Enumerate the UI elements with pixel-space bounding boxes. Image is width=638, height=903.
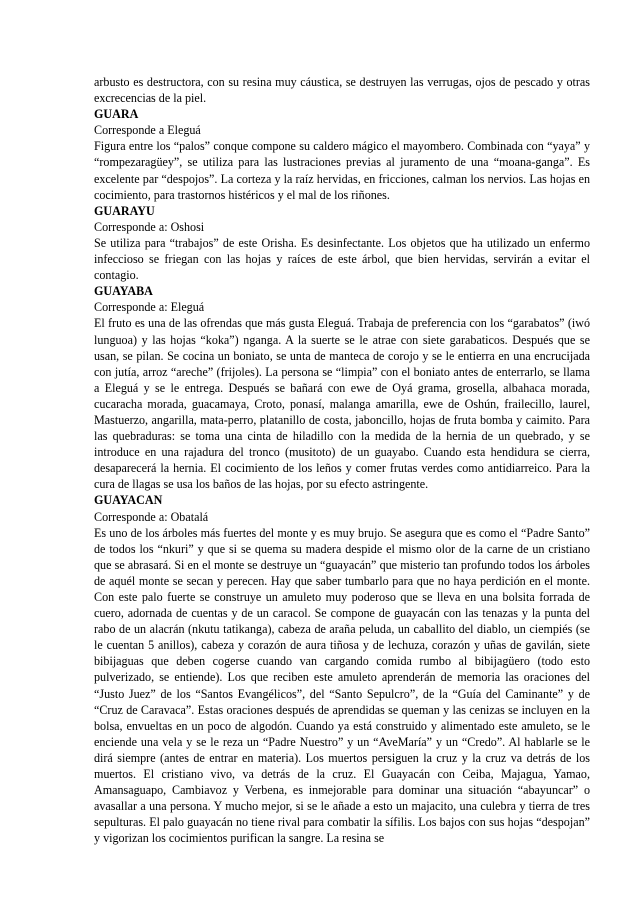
entry-term-guarayu: GUARAYU — [94, 203, 155, 218]
entry-corresponds-guayacan: Corresponde a: Obatalá — [94, 509, 209, 524]
entry-body-guara: Figura entre los “palos” conque compone su caldero mágico el mayombero. Combinada con “yaya” y “rompezaragüey”, se utiliza para las lustraciones previas al juramento de una “moana-ganga”. Es excelente par “despojos”. La corteza y la raíz hervidas, en fricciones, calman los nervios. Las hojas en cocimiento, para trastornos histéricos y el mal de los riñones. — [94, 139, 590, 202]
entry-body-guayacan: Es uno de los árboles más fuertes del monte y es muy brujo. Se asegura que es como el “Padre Santo” de todos los “nkuri” y que si se quema su madera despide el mismo olor de la carne de un cristiano que se abrasará. Si en el monte se destruye un “guayacán” que misterio tan profundo todos los árboles de aquél monte se secan y perecen. Hay que saber tumbarlo para que no haya perdición en el monte. Con este palo fuerte se construye un amuleto muy poderoso que se lleva en una bolsita forrada de cuero, adornada de cuentas y de un caracol. Se compone de guayacán con las tenazas y la punta del rabo de un alacrán (nkutu tatikanga), cabeza de araña peluda, un caballito del diablo, un ciempiés (se le cuentan 5 anillos), cabeza y corazón de aura tiñosa y de lechuza, corazón y uñas de gavilán, siete bibijaguas que deben cogerse cuando van cargando comida rumbo al bibijagüero (todo esto pulverizado, se entiende). Los que reciben este amuleto aprenderán de memoria las oraciones del “Justo Juez” de los “Santos Evangélicos”, del “Santo Sepulcro”, de la “Guía del Caminante” y de “Cruz de Caravaca”. Estas oraciones después de aprendidas se queman y las cenizas se incluyen en la bolsa, envueltas en un poco de algodón. Cuando ya está construido y alimentado este amuleto, se le enciende una vela y se le reza un “Padre Nuestro” y un “AveMaría” y un “Credo”. Al hablarle se le dirá siempre (antes de entrar en materia). Los muertos persiguen la cruz y la cruz va detrás de los muertos. El cristiano vivo, va detrás de la cruz. El Guayacán con Ceiba, Majagua, Yamao, Amansaguapo, Cambiavoz y Verbena, es inmejorable para dominar una situación “abayuncar” o avasallar a una persona. Y mucho mejor, si se le añade a esto un majacito, una culebra y tierra de tres sepulturas. El palo guayacán no tiene rival para combatir la sífilis. Los bajos con sus hojas “despojan” y vigorizan los cocimientos purifican la sangre. La resina se — [94, 525, 590, 846]
entry-term-guara: GUARA — [94, 107, 139, 122]
entry-corresponds-guarayu: Corresponde a: Oshosi — [94, 219, 205, 234]
entry-term-guayaba: GUAYABA — [94, 284, 153, 299]
entry-corresponds-guayaba: Corresponde a: Eleguá — [94, 300, 205, 315]
entry-corresponds-guara: Corresponde a Eleguá — [94, 123, 201, 138]
entry-body-guayaba: El fruto es una de las ofrendas que más gusta Eleguá. Trabaja de preferencia con los “garabatos” (iwó lunguoa) y las hojas “koka”) nganga. A la suerte se le atrae con siete garabaticos. Después que se usan, se pilan. Se cocina un boniato, se unta de manteca de corojo y se le entierra en una encrucijada con jutía, arroz “areche” (frijoles). La persona se “limpia” con el boniato antes de enterrarlo, se llama a Eleguá y se le entrega. Después se bañará con ewe de Oyá grama, grosella, albahaca morada, cucaracha morada, guacamaya, Croto, ponasí, malanga amarilla, ewe de Oshún, frailecillo, laurel, Mastuerzo, angarilla, mata-perro, platanillo de costa, jaboncillo, hojas de fruta bomba y caimito. Para las quebraduras: se toma una cinta de hiladillo con la medida de la hernia de un quebrado, y se introduce en una rajadura del tronco (musitoto) de un guayabo. Cuando esta hendidura se cierra, desaparecerá la hernia. El cocimiento de los leños y comer frutas verdes como antidiarreico. Para la cura de llagas se usa los baños de las hojas, por su efecto astringente. — [94, 316, 590, 492]
intro-paragraph: arbusto es destructora, con su resina muy cáustica, se destruyen las verrugas, ojos de pescado y otras excrecencias de la piel. — [94, 75, 590, 106]
document-page — [94, 74, 590, 847]
entry-term-guayacan: GUAYACAN — [94, 493, 163, 508]
entry-body-guarayu: Se utiliza para “trabajos” de este Orisha. Es desinfectante. Los objetos que ha utilizado un enfermo infeccioso se friegan con las hojas y raíces de este árbol, que bien hervidas, servirán a evitar el contagio. — [94, 235, 590, 283]
